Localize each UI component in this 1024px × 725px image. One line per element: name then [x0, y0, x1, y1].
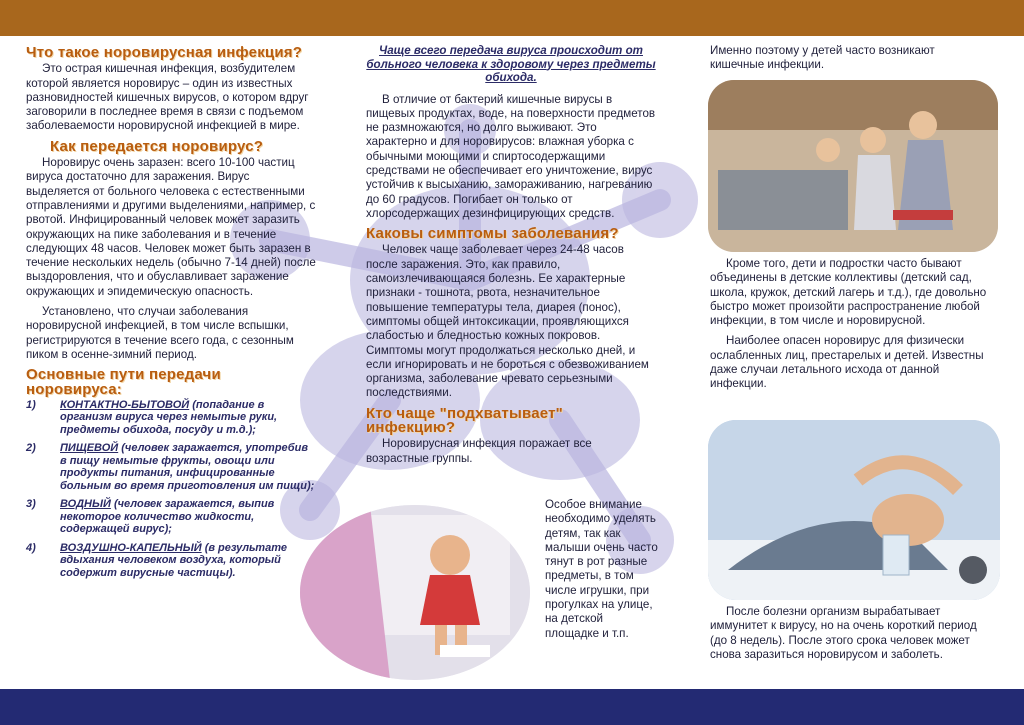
paragraph-children-attention: Особое внимание необходимо уделять детям, так как малыши очень часто тянут в рот разные предметы, в том числе игрушки, при прогулках на улице, на детской площадке и т.п. [545, 498, 658, 640]
route-name: ПИЩЕВОЙ [60, 442, 119, 455]
heading-symptoms: Каковы симптомы заболевания? [366, 225, 619, 243]
paragraph-immunity: После болезни организм вырабатывает иммунитет к вирусу, но на очень короткий период (до 8 недель). После этого срока человек может снова заразиться норовирусом и заболеть. [710, 605, 977, 661]
list-item: 2) ПИЩЕВОЙ (человек заражается, употребив в пищу немытые фрукты, овощи или продукты питания, инфицированные больным во время приготовления им пищи); [26, 442, 315, 492]
bottom-color-bar [0, 689, 1024, 725]
transmission-routes-list [26, 399, 316, 580]
paragraph-child-groups: Кроме того, дети и подростки часто бывают объединены в детские коллективы (детский сад, школа, кружок, детский лагерь и т.д.), где довольно быстро может произойти распространение любой инфекции, в том числе и норовирусной. [710, 257, 987, 328]
route-name: ВОДНЫЙ [60, 498, 111, 511]
child-photo [300, 505, 530, 680]
paragraph-contagious: Норовирус очень заразен: всего 10-100 частиц вируса достаточно для заражения. Вирус выделяется от больного человека с естественными отправлениями и другими выделениями, например, с рвотой. Инфицированный человек может заразить окружающих на пике заболевания и в течение следующих 48 часов. Человек может быть заразен в течение нескольких недель (обычно 7-14 дней) после выздоровления, что и обуславливает заражение окружающих и эпидемическую опасность. [26, 156, 316, 298]
list-item: 4) ВОЗДУШНО-КАПЕЛЬНЫЙ (в результате вдыхания человеком воздуха, который содержит вирусные частицы). [26, 541, 287, 579]
paragraph-children-infections: Именно поэтому у детей часто возникают кишечные инфекции. [710, 44, 935, 72]
list-item: 3) ВОДНЫЙ (человек заражается, выпив некоторое количество жидкости, содержащей вирус); [26, 498, 275, 536]
list-item: 1) КОНТАКТНО-БЫТОВОЙ (попадание в организм вируса через немытые руки, предметы обихода, посуду и т.д.); [26, 398, 278, 436]
heading-risk-groups: Кто чаще "подхватывает" инфекцию? [366, 404, 563, 437]
heading-what-is-norovirus: Что такое норовирусная инфекция? [26, 44, 303, 61]
route-name: КОНТАКТНО-БЫТОВОЙ [60, 398, 190, 411]
paragraph-most-dangerous: Наиболее опасен норовирус для физически ослабленных лиц, престарелых и детей. Известны даже случаи летального исхода от данной инфекции. [710, 334, 984, 391]
paragraph-all-ages: Норовирусная инфекция поражает все возрастные группы. [366, 437, 592, 465]
column-middle [366, 44, 656, 472]
school-canteen-photo [708, 80, 998, 252]
column-right [710, 44, 990, 79]
sick-person-photo [708, 420, 1000, 600]
paragraph-seasonality: Установлено, что случаи заболевания норовирусной инфекцией, в том числе вспышки, регистрируются в течение всего года, с сезонным пиком в осенне-зимний период. [26, 305, 294, 361]
column-right-bottom [710, 605, 990, 668]
paragraph-virus-survival: В отличие от бактерий кишечные вирусы в пищевых продуктах, воде, на поверхности предметов не размножаются, но долго выживают. Это характерно и для норовирусов: влажная уборка с обычными моющими и спиртосодержащими средствами не обеспечивает его уничтожение, вирус устойчив к высыханию, замораживанию, нагреванию до 60 градусов. Погибает он только от хлорсодержащих дезинфицирующих средств. [366, 92, 656, 220]
route-name: ВОЗДУШНО-КАПЕЛЬНЫЙ [60, 541, 202, 554]
column-left [26, 46, 316, 585]
lead-statement: Чаще всего передача вируса происходит от больного человека к здоровому через предметы обихода. [366, 44, 656, 84]
paragraph-definition: Это острая кишечная инфекция, возбудителем которой является норовирус – один из известных разновидностей кишечных вирусов, о котором вдруг заговорили в последнее время в связи с подъемом заболеваемости норовирусной инфекцией в мире. [26, 62, 309, 133]
children-note [545, 498, 660, 647]
top-color-bar [0, 0, 1024, 36]
heading-transmission-routes: Основные пути передачи норовируса: [26, 366, 221, 398]
column-right-middle [710, 257, 990, 398]
paragraph-symptoms: Человек чаще заболевает через 24-48 часов после заражения. Это, как правило, самоизлечивающаяся болезнь. Ее характерные признаки - тошнота, рвота, незначительное повышение температуры тела, диарея (понос), симптомы общей интоксикации, проявляющихся слабостью и бледностью кожных покровов. Симптомы могут продолжаться несколько дней, и если игнорировать и не бороться с обезвоживанием организма, заболевание чревато серьезными последствиями. [366, 243, 649, 400]
heading-transmission: Как передается норовирус? [50, 137, 264, 155]
